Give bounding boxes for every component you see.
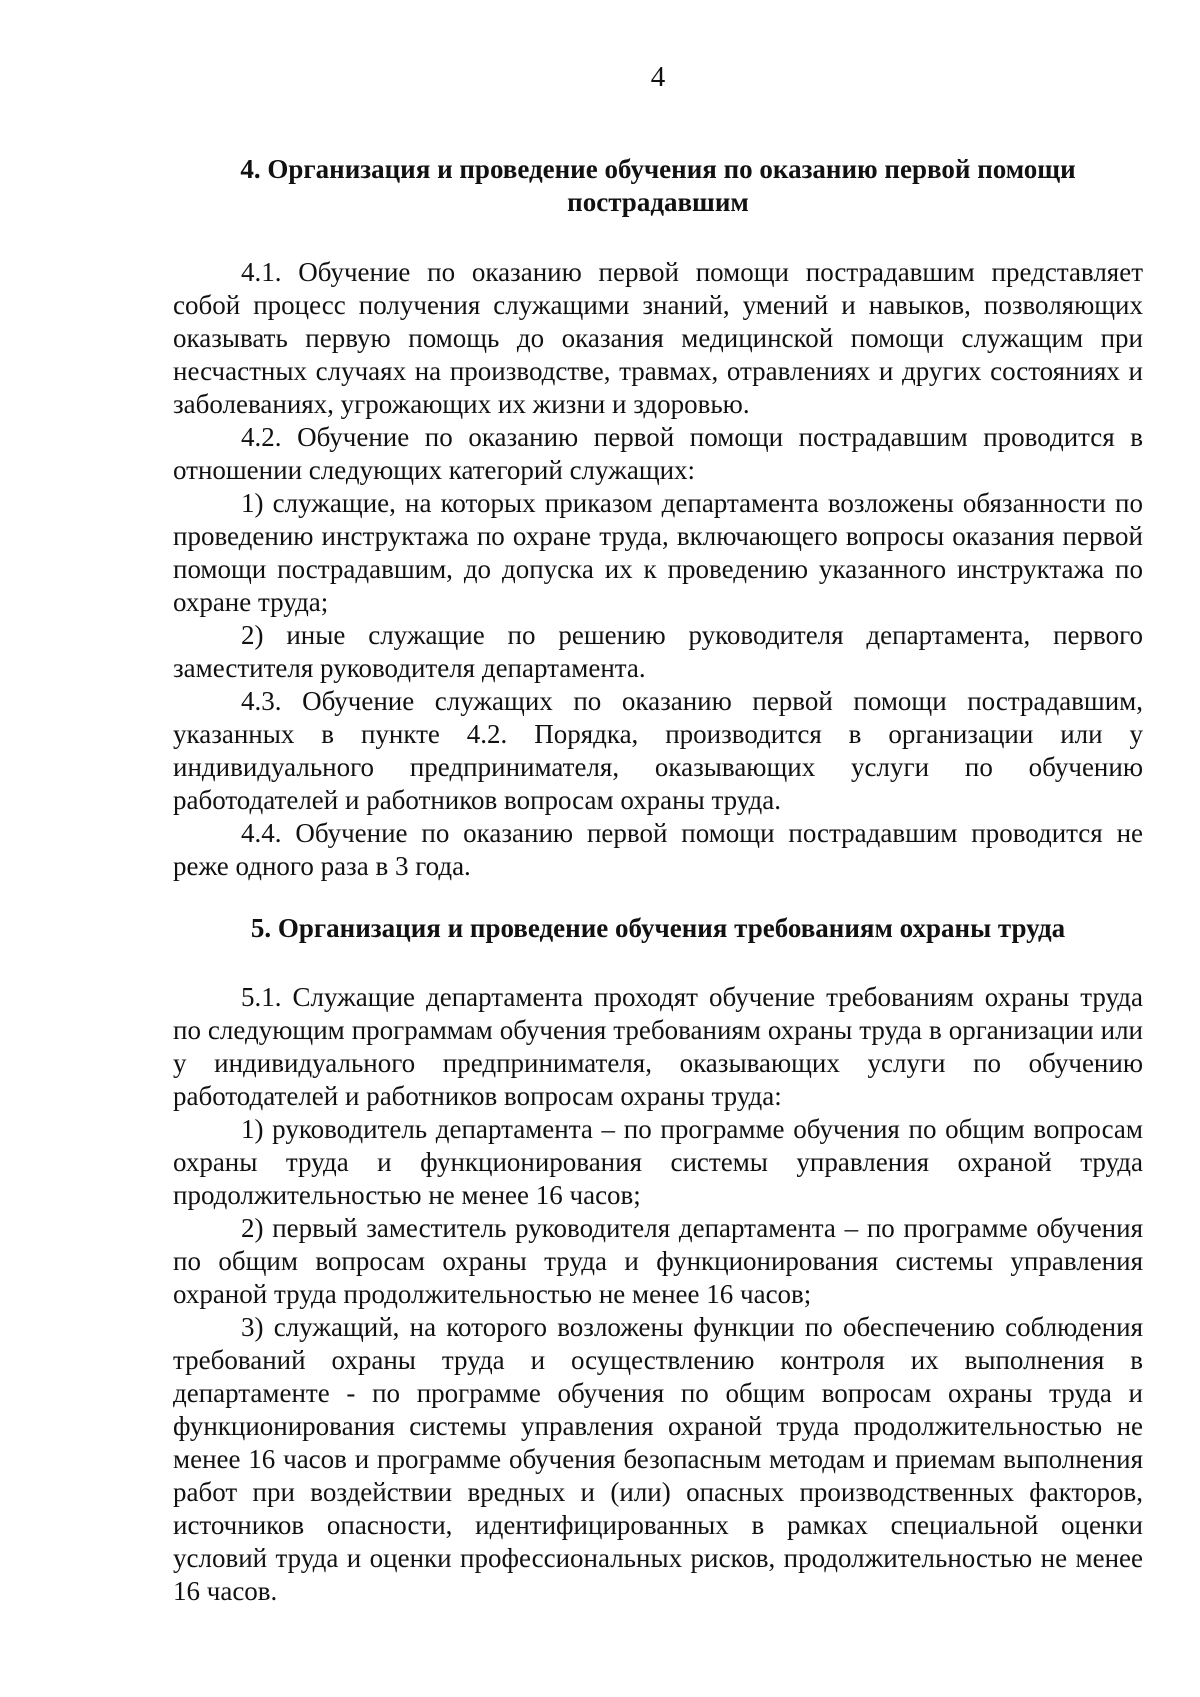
- section-5-body: [173, 981, 1143, 1608]
- section-4-heading: 4. Организация и проведение обучения по оказанию первой помощи пострадавшим: [240, 154, 1076, 217]
- section-4-body: [173, 256, 1143, 883]
- paragraph-4-3: 4.3. Обучение служащих по оказанию первой помощи пострадавшим, указанных в пункте 4.2. Порядка, производится в организации или у индивидуального предпринимателя, оказывающих услуги по обучению работодателей и работников вопросам охраны труда.: [173, 686, 1143, 815]
- page-number: 4: [650, 61, 666, 93]
- paragraph-5-1-item-2: 2) первый заместитель руководителя департамента – по программе обучения по общим вопросам охраны труда и функционирования системы управления охраной труда продолжительностью не менее 16 часов;: [173, 1213, 1143, 1309]
- paragraph-4-2-item-1: 1) служащие, на которых приказом департамента возложены обязанности по проведению инструктажа по охране труда, включающего вопросы оказания первой помощи пострадавшим, до допуска их к проведению указанного инструктажа по охране труда;: [173, 488, 1143, 617]
- paragraph-5-1: 5.1. Служащие департамента проходят обучение требованиям охраны труда по следующим программам обучения требованиям охраны труда в организации или у индивидуального предпринимателя, оказывающих услуги по обучению работодателей и работников вопросам охраны труда:: [173, 982, 1143, 1111]
- section-5-heading: 5. Организация и проведение обучения требованиям охраны труда: [250, 913, 1066, 943]
- paragraph-5-1-item-1: 1) руководитель департамента – по программе обучения по общим вопросам охраны труда и функционирования системы управления охраной труда продолжительностью не менее 16 часов;: [173, 1114, 1143, 1210]
- paragraph-4-1: 4.1. Обучение по оказанию первой помощи пострадавшим представляет собой процесс получения служащими знаний, умений и навыков, позволяющих оказывать первую помощь до оказания медицинской помощи служащим при несчастных случаях на производстве, травмах, отравлениях и других состояниях и заболеваниях, угрожающих их жизни и здоровью.: [173, 257, 1143, 419]
- paragraph-4-2-item-2: 2) иные служащие по решению руководителя департамента, первого заместителя руководителя департамента.: [173, 620, 1143, 683]
- paragraph-4-4: 4.4. Обучение по оказанию первой помощи пострадавшим проводится не реже одного раза в 3 года.: [173, 818, 1143, 881]
- paragraph-5-1-item-3: 3) служащий, на которого возложены функции по обеспечению соблюдения требований охраны труда и осуществлению контроля их выполнения в департаменте - по программе обучения по общим вопросам охраны труда и функционирования системы управления охраной труда продолжительностью не менее 16 часов и программе обучения безопасным методам и приемам выполнения работ при воздействии вредных и (или) опасных производственных факторов, источников опасности, идентифицированных в рамках специальной оценки условий труда и оценки профессиональных рисков, продолжительностью не менее 16 часов.: [173, 1312, 1143, 1606]
- paragraph-4-2: 4.2. Обучение по оказанию первой помощи пострадавшим проводится в отношении следующих категорий служащих:: [173, 422, 1143, 485]
